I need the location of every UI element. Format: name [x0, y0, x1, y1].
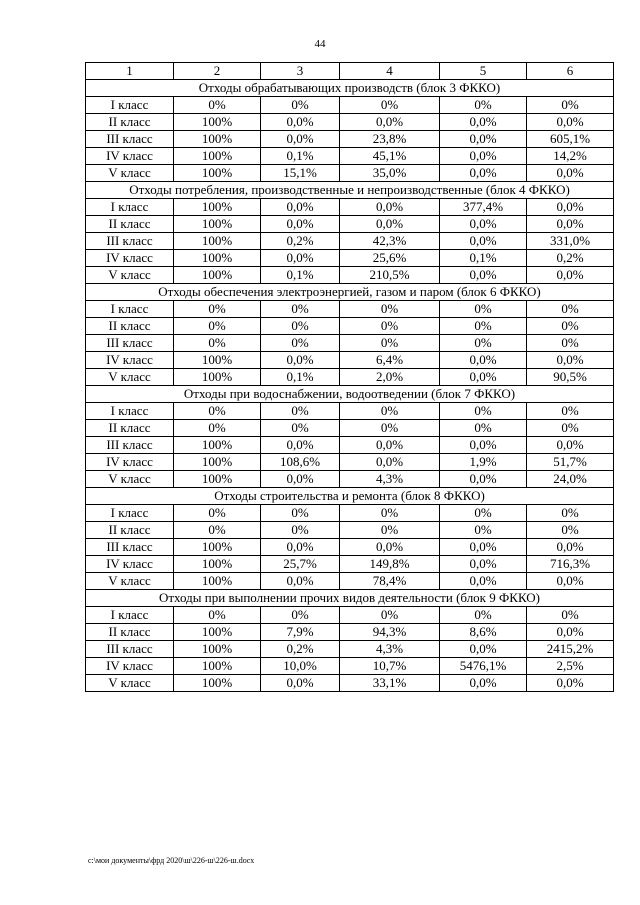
- class-label-cell: V класс: [86, 573, 174, 590]
- value-cell: 23,8%: [340, 131, 440, 148]
- section-title-row: [86, 386, 614, 403]
- class-label-cell: II класс: [86, 318, 174, 335]
- value-cell: 0,0%: [440, 233, 527, 250]
- value-cell: 210,5%: [340, 267, 440, 284]
- class-label-cell: V класс: [86, 471, 174, 488]
- value-cell: 0,1%: [261, 148, 340, 165]
- value-cell: 0%: [261, 420, 340, 437]
- value-cell: 0%: [340, 403, 440, 420]
- value-cell: 0,1%: [261, 369, 340, 386]
- value-cell: 0%: [527, 403, 614, 420]
- table-row: [86, 658, 614, 675]
- value-cell: 0%: [440, 505, 527, 522]
- value-cell: 0,0%: [527, 267, 614, 284]
- class-label-cell: III класс: [86, 641, 174, 658]
- value-cell: 0,0%: [440, 369, 527, 386]
- section-title: Отходы обрабатывающих производств (блок 3 ФККО): [86, 80, 614, 97]
- value-cell: 0,0%: [261, 250, 340, 267]
- value-cell: 100%: [174, 369, 261, 386]
- header-cell: 1: [86, 63, 174, 80]
- table-row: [86, 352, 614, 369]
- class-label-cell: II класс: [86, 624, 174, 641]
- value-cell: 15,1%: [261, 165, 340, 182]
- value-cell: 100%: [174, 675, 261, 692]
- value-cell: 0,0%: [440, 556, 527, 573]
- value-cell: 149,8%: [340, 556, 440, 573]
- value-cell: 0,0%: [340, 454, 440, 471]
- section-title: Отходы при водоснабжении, водоотведении (блок 7 ФККО): [86, 386, 614, 403]
- table-row: [86, 641, 614, 658]
- class-label-cell: I класс: [86, 301, 174, 318]
- value-cell: 0,0%: [440, 675, 527, 692]
- value-cell: 0,0%: [261, 352, 340, 369]
- class-label-cell: IV класс: [86, 250, 174, 267]
- section-title: Отходы строительства и ремонта (блок 8 ФККО): [86, 488, 614, 505]
- value-cell: 0%: [340, 318, 440, 335]
- value-cell: 0,0%: [261, 114, 340, 131]
- value-cell: 0%: [261, 505, 340, 522]
- value-cell: 0%: [340, 301, 440, 318]
- value-cell: 100%: [174, 556, 261, 573]
- class-label-cell: I класс: [86, 97, 174, 114]
- value-cell: 0%: [440, 522, 527, 539]
- value-cell: 0,0%: [440, 267, 527, 284]
- value-cell: 78,4%: [340, 573, 440, 590]
- value-cell: 0%: [527, 335, 614, 352]
- value-cell: 0,0%: [340, 216, 440, 233]
- value-cell: 4,3%: [340, 641, 440, 658]
- table-row: [86, 624, 614, 641]
- value-cell: 0%: [174, 97, 261, 114]
- value-cell: 0,0%: [440, 573, 527, 590]
- header-cell: 6: [527, 63, 614, 80]
- value-cell: 0,2%: [261, 233, 340, 250]
- class-label-cell: IV класс: [86, 556, 174, 573]
- value-cell: 0,0%: [527, 624, 614, 641]
- value-cell: 0,0%: [440, 114, 527, 131]
- value-cell: 0,0%: [440, 165, 527, 182]
- class-label-cell: I класс: [86, 607, 174, 624]
- class-label-cell: I класс: [86, 199, 174, 216]
- header-cell: 4: [340, 63, 440, 80]
- value-cell: 100%: [174, 658, 261, 675]
- value-cell: 0,0%: [261, 573, 340, 590]
- class-label-cell: III класс: [86, 437, 174, 454]
- class-label-cell: III класс: [86, 539, 174, 556]
- table-row: [86, 114, 614, 131]
- value-cell: 100%: [174, 267, 261, 284]
- value-cell: 0%: [440, 335, 527, 352]
- value-cell: 2415,2%: [527, 641, 614, 658]
- value-cell: 100%: [174, 573, 261, 590]
- value-cell: 0,0%: [340, 437, 440, 454]
- value-cell: 0,0%: [527, 352, 614, 369]
- class-label-cell: I класс: [86, 403, 174, 420]
- value-cell: 0,0%: [440, 352, 527, 369]
- value-cell: 0,0%: [440, 131, 527, 148]
- table-row: [86, 556, 614, 573]
- value-cell: 0%: [527, 318, 614, 335]
- value-cell: 0,0%: [527, 437, 614, 454]
- value-cell: 0%: [440, 318, 527, 335]
- value-cell: 7,9%: [261, 624, 340, 641]
- value-cell: 0,0%: [440, 437, 527, 454]
- value-cell: 0%: [527, 607, 614, 624]
- value-cell: 0,0%: [527, 165, 614, 182]
- value-cell: 100%: [174, 199, 261, 216]
- section-title: Отходы потребления, производственные и непроизводственные (блок 4 ФККО): [86, 182, 614, 199]
- section-title: Отходы обеспечения электроэнергией, газом и паром (блок 6 ФККО): [86, 284, 614, 301]
- value-cell: 100%: [174, 471, 261, 488]
- value-cell: 0%: [261, 403, 340, 420]
- value-cell: 42,3%: [340, 233, 440, 250]
- table-row: [86, 607, 614, 624]
- value-cell: 0%: [440, 420, 527, 437]
- value-cell: 0,0%: [527, 114, 614, 131]
- value-cell: 0%: [340, 420, 440, 437]
- data-table: [85, 62, 614, 692]
- table-row: [86, 522, 614, 539]
- value-cell: 0%: [440, 301, 527, 318]
- table-row: [86, 471, 614, 488]
- value-cell: 377,4%: [440, 199, 527, 216]
- value-cell: 25,6%: [340, 250, 440, 267]
- table-row: [86, 403, 614, 420]
- value-cell: 2,0%: [340, 369, 440, 386]
- value-cell: 90,5%: [527, 369, 614, 386]
- value-cell: 0,0%: [340, 114, 440, 131]
- value-cell: 100%: [174, 641, 261, 658]
- table-row: [86, 97, 614, 114]
- value-cell: 0%: [340, 335, 440, 352]
- value-cell: 0%: [174, 505, 261, 522]
- value-cell: 0%: [527, 301, 614, 318]
- class-label-cell: IV класс: [86, 148, 174, 165]
- table-row: [86, 420, 614, 437]
- table-row: [86, 250, 614, 267]
- class-label-cell: III класс: [86, 335, 174, 352]
- value-cell: 10,0%: [261, 658, 340, 675]
- table-row: [86, 148, 614, 165]
- header-cell: 3: [261, 63, 340, 80]
- value-cell: 0,0%: [261, 539, 340, 556]
- value-cell: 24,0%: [527, 471, 614, 488]
- section-title: Отходы при выполнении прочих видов деятельности (блок 9 ФККО): [86, 590, 614, 607]
- value-cell: 100%: [174, 165, 261, 182]
- class-label-cell: V класс: [86, 267, 174, 284]
- value-cell: 0%: [174, 420, 261, 437]
- header-cell: 2: [174, 63, 261, 80]
- value-cell: 0%: [261, 318, 340, 335]
- value-cell: 0%: [440, 403, 527, 420]
- value-cell: 0%: [440, 607, 527, 624]
- value-cell: 0%: [261, 335, 340, 352]
- value-cell: 0,0%: [340, 199, 440, 216]
- value-cell: 331,0%: [527, 233, 614, 250]
- table-row: [86, 216, 614, 233]
- value-cell: 100%: [174, 624, 261, 641]
- value-cell: 100%: [174, 454, 261, 471]
- value-cell: 0,1%: [261, 267, 340, 284]
- value-cell: 0%: [261, 522, 340, 539]
- value-cell: 0,0%: [527, 199, 614, 216]
- value-cell: 100%: [174, 148, 261, 165]
- table-row: [86, 505, 614, 522]
- footer-file-path: c:\мои документы\фрд 2020\ш\226-ш\226-ш.docx: [88, 856, 255, 865]
- value-cell: 0,0%: [440, 641, 527, 658]
- section-title-row: [86, 80, 614, 97]
- value-cell: 51,7%: [527, 454, 614, 471]
- value-cell: 35,0%: [340, 165, 440, 182]
- table-row: [86, 454, 614, 471]
- class-label-cell: IV класс: [86, 454, 174, 471]
- value-cell: 0,0%: [261, 675, 340, 692]
- value-cell: 0%: [174, 607, 261, 624]
- value-cell: 0%: [527, 522, 614, 539]
- value-cell: 0,0%: [527, 573, 614, 590]
- table-row: [86, 318, 614, 335]
- value-cell: 0,0%: [527, 675, 614, 692]
- value-cell: 45,1%: [340, 148, 440, 165]
- page-number: 44: [314, 38, 326, 50]
- value-cell: 0,2%: [261, 641, 340, 658]
- section-title-row: [86, 488, 614, 505]
- value-cell: 0,0%: [340, 539, 440, 556]
- value-cell: 0%: [440, 97, 527, 114]
- value-cell: 14,2%: [527, 148, 614, 165]
- class-label-cell: II класс: [86, 522, 174, 539]
- class-label-cell: II класс: [86, 420, 174, 437]
- class-label-cell: I класс: [86, 505, 174, 522]
- value-cell: 5476,1%: [440, 658, 527, 675]
- value-cell: 0%: [340, 97, 440, 114]
- class-label-cell: V класс: [86, 675, 174, 692]
- class-label-cell: II класс: [86, 216, 174, 233]
- value-cell: 100%: [174, 233, 261, 250]
- value-cell: 0,0%: [440, 539, 527, 556]
- value-cell: 0%: [261, 607, 340, 624]
- value-cell: 605,1%: [527, 131, 614, 148]
- value-cell: 100%: [174, 437, 261, 454]
- value-cell: 0,1%: [440, 250, 527, 267]
- table-row: [86, 165, 614, 182]
- table-row: [86, 369, 614, 386]
- value-cell: 0%: [261, 97, 340, 114]
- value-cell: 4,3%: [340, 471, 440, 488]
- value-cell: 0,0%: [527, 539, 614, 556]
- value-cell: 0,0%: [440, 148, 527, 165]
- value-cell: 0%: [340, 607, 440, 624]
- table-row: [86, 437, 614, 454]
- table-row: [86, 675, 614, 692]
- value-cell: 0%: [174, 318, 261, 335]
- value-cell: 100%: [174, 352, 261, 369]
- value-cell: 100%: [174, 539, 261, 556]
- value-cell: 100%: [174, 131, 261, 148]
- value-cell: 2,5%: [527, 658, 614, 675]
- value-cell: 8,6%: [440, 624, 527, 641]
- table-row: [86, 335, 614, 352]
- section-title-row: [86, 590, 614, 607]
- class-label-cell: IV класс: [86, 352, 174, 369]
- value-cell: 108,6%: [261, 454, 340, 471]
- section-title-row: [86, 284, 614, 301]
- value-cell: 0%: [340, 505, 440, 522]
- class-label-cell: II класс: [86, 114, 174, 131]
- header-cell: 5: [440, 63, 527, 80]
- class-label-cell: III класс: [86, 131, 174, 148]
- value-cell: 0,0%: [261, 199, 340, 216]
- table-row: [86, 131, 614, 148]
- class-label-cell: IV класс: [86, 658, 174, 675]
- value-cell: 25,7%: [261, 556, 340, 573]
- section-title-row: [86, 182, 614, 199]
- value-cell: 0,2%: [527, 250, 614, 267]
- table-row: [86, 199, 614, 216]
- class-label-cell: III класс: [86, 233, 174, 250]
- table-body: [86, 63, 614, 692]
- table-row: [86, 233, 614, 250]
- value-cell: 33,1%: [340, 675, 440, 692]
- value-cell: 0%: [261, 301, 340, 318]
- table-row: [86, 301, 614, 318]
- value-cell: 0%: [174, 522, 261, 539]
- class-label-cell: V класс: [86, 165, 174, 182]
- table-row: [86, 573, 614, 590]
- value-cell: 0%: [527, 97, 614, 114]
- value-cell: 1,9%: [440, 454, 527, 471]
- value-cell: 100%: [174, 250, 261, 267]
- value-cell: 0%: [527, 420, 614, 437]
- value-cell: 0%: [174, 403, 261, 420]
- value-cell: 10,7%: [340, 658, 440, 675]
- value-cell: 100%: [174, 216, 261, 233]
- value-cell: 0%: [174, 301, 261, 318]
- value-cell: 0%: [174, 335, 261, 352]
- value-cell: 0%: [340, 522, 440, 539]
- value-cell: 0,0%: [261, 131, 340, 148]
- value-cell: 0,0%: [527, 216, 614, 233]
- value-cell: 0,0%: [261, 437, 340, 454]
- value-cell: 716,3%: [527, 556, 614, 573]
- header-row: [86, 63, 614, 80]
- value-cell: 0,0%: [261, 471, 340, 488]
- class-label-cell: V класс: [86, 369, 174, 386]
- table-row: [86, 539, 614, 556]
- value-cell: 0%: [527, 505, 614, 522]
- value-cell: 94,3%: [340, 624, 440, 641]
- value-cell: 0,0%: [261, 216, 340, 233]
- table-row: [86, 267, 614, 284]
- value-cell: 100%: [174, 114, 261, 131]
- value-cell: 0,0%: [440, 216, 527, 233]
- value-cell: 0,0%: [440, 471, 527, 488]
- value-cell: 6,4%: [340, 352, 440, 369]
